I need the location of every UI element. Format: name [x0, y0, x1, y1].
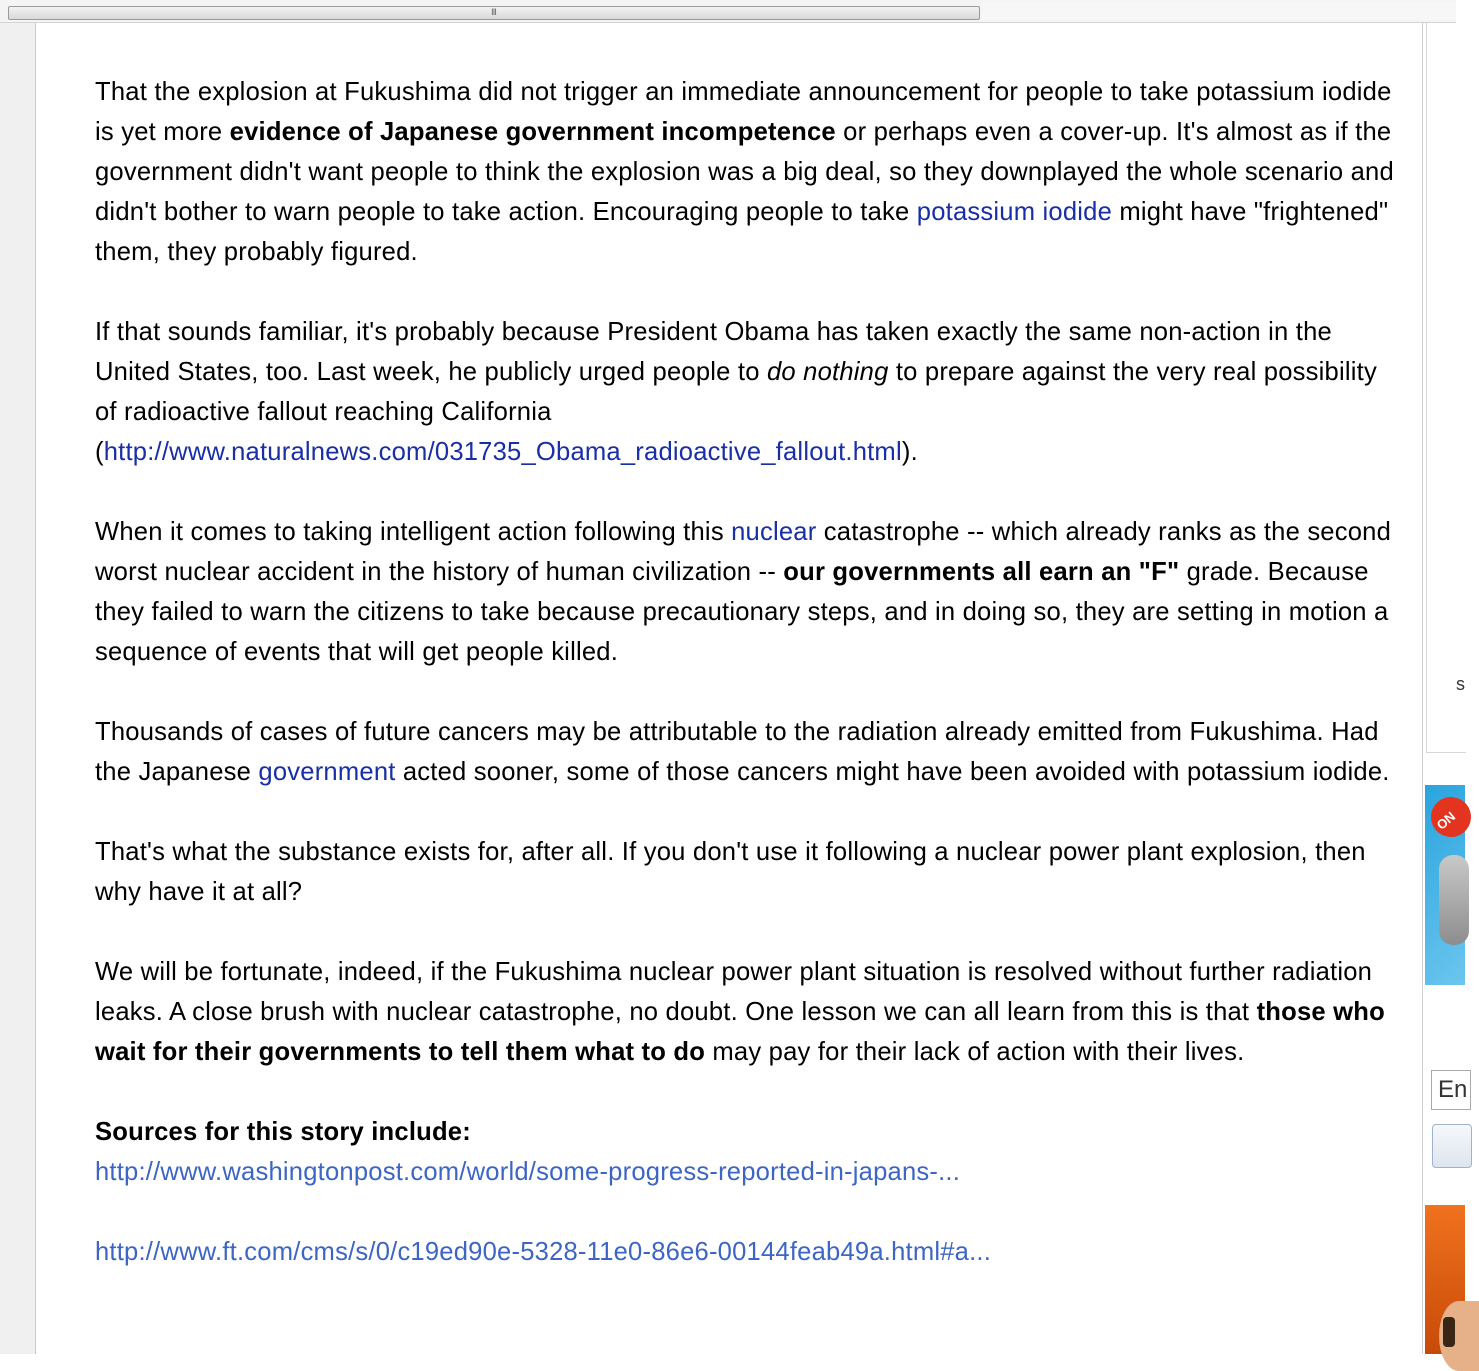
inline-link[interactable]: government [258, 758, 396, 786]
sources-section [95, 1112, 1405, 1192]
sidebar-ad-radio[interactable] [1425, 785, 1465, 985]
source-link-2[interactable]: http://www.ft.com/cms/s/0/c19ed90e-5328-11e0-86e6-00144feab49a.html#a... [95, 1238, 992, 1266]
inline-link[interactable]: http://www.naturalnews.com/031735_Obama_radioactive_fallout.html [103, 438, 902, 466]
body-text: That the explosion at Fukushima did not trigger an immediate announcement for people to take potassium iodide is yet more [95, 78, 1392, 146]
article-paragraph [95, 952, 1405, 1072]
microphone-icon [1439, 855, 1469, 945]
body-text: may pay for their lack of action with their lives. [705, 1038, 1245, 1066]
newsletter-subscribe-button[interactable] [1432, 1124, 1472, 1168]
body-text: might have "frightened" them, they probably figured. [95, 198, 1389, 266]
article-body [95, 72, 1405, 1312]
emphasis-text: our governments all earn an "F" [783, 558, 1180, 586]
body-text: acted sooner, some of those cancers might have been avoided with potassium iodide. [395, 758, 1390, 786]
article-paragraph [95, 512, 1405, 672]
body-text: That's what the substance exists for, after all. If you don't use it following a nuclear power plant explosion, then why have it at all? [95, 838, 1366, 906]
emphasis-text: evidence of Japanese government incompetence [229, 118, 836, 146]
body-text: catastrophe -- which already ranks as the second worst nuclear accident in the history of human civilization -- [95, 518, 1392, 586]
body-text: grade. Because they failed to warn the citizens to take because precautionary steps, and in doing so, they are setting in motion a sequence of events that will get people killed. [95, 558, 1389, 666]
source-link-1[interactable]: http://www.washingtonpost.com/world/some-progress-reported-in-japans-... [95, 1158, 961, 1186]
article-paragraph [95, 712, 1405, 792]
scrollbar-thumb[interactable] [8, 6, 980, 20]
sidebar-fragment-text: s [1456, 674, 1465, 694]
body-text: ). [901, 438, 918, 466]
article-paragraph [95, 72, 1405, 272]
body-text: We will be fortunate, indeed, if the Fukushima nuclear power plant situation is resolved without further radiation leaks. A close brush with nuclear catastrophe, no doubt. One lesson we can all learn from this is that [95, 958, 1373, 1026]
scrollbar-track[interactable] [982, 2, 1456, 20]
inline-link[interactable]: potassium iodide [916, 198, 1113, 226]
emphasis-text: those who wait for their governments to tell them what to do [95, 998, 1385, 1066]
body-text: When it comes to taking intelligent action following this [95, 518, 732, 546]
sidebar-divider [1422, 23, 1423, 1354]
sidebar-widget [1426, 23, 1466, 753]
body-text: If that sounds familiar, it's probably because President Obama has taken exactly the same non-action in the United States, too. Last week, he publicly urged people to [95, 318, 1332, 386]
italic-text: do nothing [766, 358, 889, 386]
inline-link[interactable]: nuclear [731, 518, 817, 546]
portrait-hair-icon [1443, 1317, 1455, 1347]
article-paragraph [95, 312, 1405, 472]
sidebar-ad-portrait[interactable] [1425, 1205, 1465, 1354]
ad-badge: ON [1423, 789, 1479, 845]
body-text: or perhaps even a cover-up. It's almost as if the government didn't want people to think the explosion was a big deal, so they downplayed the whole scenario and didn't bother to warn people to take action. Encouraging people to take [95, 118, 1394, 226]
article-paragraphs [95, 72, 1405, 1072]
sources-heading: Sources for this story include: [95, 1118, 471, 1146]
scrollbar-grip-icon: III [491, 8, 496, 18]
horizontal-scrollbar[interactable] [0, 0, 1456, 23]
sources-section-2 [95, 1232, 1405, 1272]
body-text: Thousands of cases of future cancers may be attributable to the radiation already emitted from Fukushima. Had the Japanese [95, 718, 1379, 786]
body-text: to prepare against the very real possibility of radioactive fallout reaching California [95, 358, 1377, 426]
left-gutter [0, 23, 36, 1354]
article-paragraph [95, 832, 1405, 912]
newsletter-email-input[interactable]: En [1431, 1070, 1471, 1110]
body-text: ( [95, 438, 104, 466]
